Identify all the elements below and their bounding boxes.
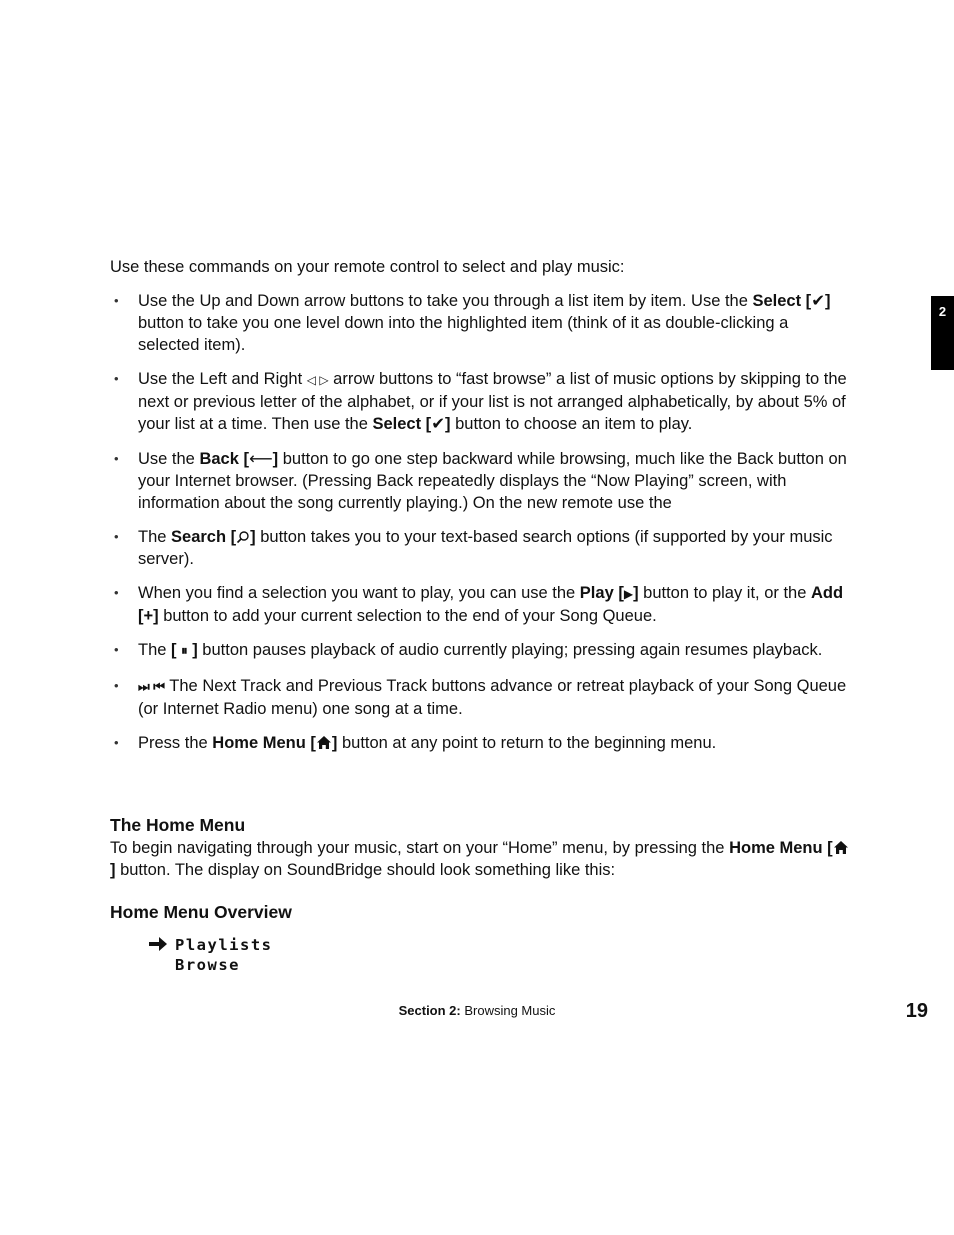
search-label: Search [ [171, 528, 237, 546]
footer-section-title: Browsing Music [460, 1003, 556, 1018]
list-item: • Use the Back [⟵] button to go one step backward while browsing, much like the Back button on your Internet browser. (Pressing Back repeatedly displays the “Now Playing” screen, with information about the song currently playing.) On the new remote use the [110, 448, 850, 514]
search-icon [236, 530, 250, 544]
home-icon [316, 735, 332, 750]
check-icon: ✔ [811, 292, 826, 310]
check-icon: ✔ [431, 415, 446, 433]
select-label: Select [ [372, 415, 432, 433]
pause-icon: ⏸ [181, 643, 188, 658]
list-item: • Use the Up and Down arrow buttons to take you through a list item by item. Use the Select [✔] button to take you one level down into the highlighted item (think of it as double-clicking a selected item). [110, 290, 850, 356]
arrow-right-icon [147, 934, 169, 954]
left-right-arrow-icon: ◁ ▷ [306, 373, 329, 387]
select-label: Select [ [752, 292, 812, 310]
display-menu-item: Playlists [175, 936, 273, 954]
list-item: • The [ ⏸ ] button pauses playback of audio currently playing; pressing again resumes playback. [110, 639, 850, 662]
play-label: Play [ [579, 584, 624, 602]
list-item: • Press the Home Menu [ ] button at any point to return to the beginning menu. [110, 732, 850, 754]
page-footer [0, 1002, 954, 1020]
list-item: • Use the Left and Right ◁ ▷ arrow buttons to “fast browse” a list of music options by skipping to the next or previous letter of the alphabet, or if your list is not arranged alphabetically, by about 5% of your list at a time. Then use the Select [✔] button to choose an item to play. [110, 368, 850, 435]
back-label: Back [ [199, 450, 249, 468]
list-item: • ⏭ ⏮ The Next Track and Previous Track buttons advance or retreat playback of your Song Queue (or Internet Radio menu) one song at a time. [110, 675, 850, 720]
play-icon: ▶ [623, 587, 634, 601]
page-number: 19 [905, 1000, 928, 1022]
section-tab: 2 [931, 296, 954, 370]
home-menu-paragraph: To begin navigating through your music, start on your “Home” menu, by pressing the Home Menu [] button. The display on SoundBridge should look something like this: [110, 837, 850, 881]
home-menu-heading: The Home Menu [110, 815, 246, 835]
overview-heading: Home Menu Overview [110, 902, 292, 922]
home-icon [833, 840, 849, 855]
list-item: • When you find a selection you want to play, you can use the Play [▶] button to play it, or the Add [+] button to add your current selection to the end of your Song Queue. [110, 582, 850, 627]
command-list [110, 290, 850, 766]
home-menu-label: Home Menu [ [212, 734, 316, 752]
intro-text: Use these commands on your remote control to select and play music: [110, 258, 625, 276]
back-arrow-icon: ⟵ [248, 450, 273, 468]
add-label: Add [+] [138, 584, 844, 625]
list-item: • The Search [ ] button takes you to your text-based search options (if supported by your music server). [110, 526, 850, 570]
home-menu-label: Home Menu [ [729, 839, 833, 857]
footer-section-label: Section 2: [398, 1003, 461, 1018]
next-previous-track-icon: ⏭ ⏮ [138, 679, 166, 694]
display-menu-item: Browse [175, 956, 240, 974]
